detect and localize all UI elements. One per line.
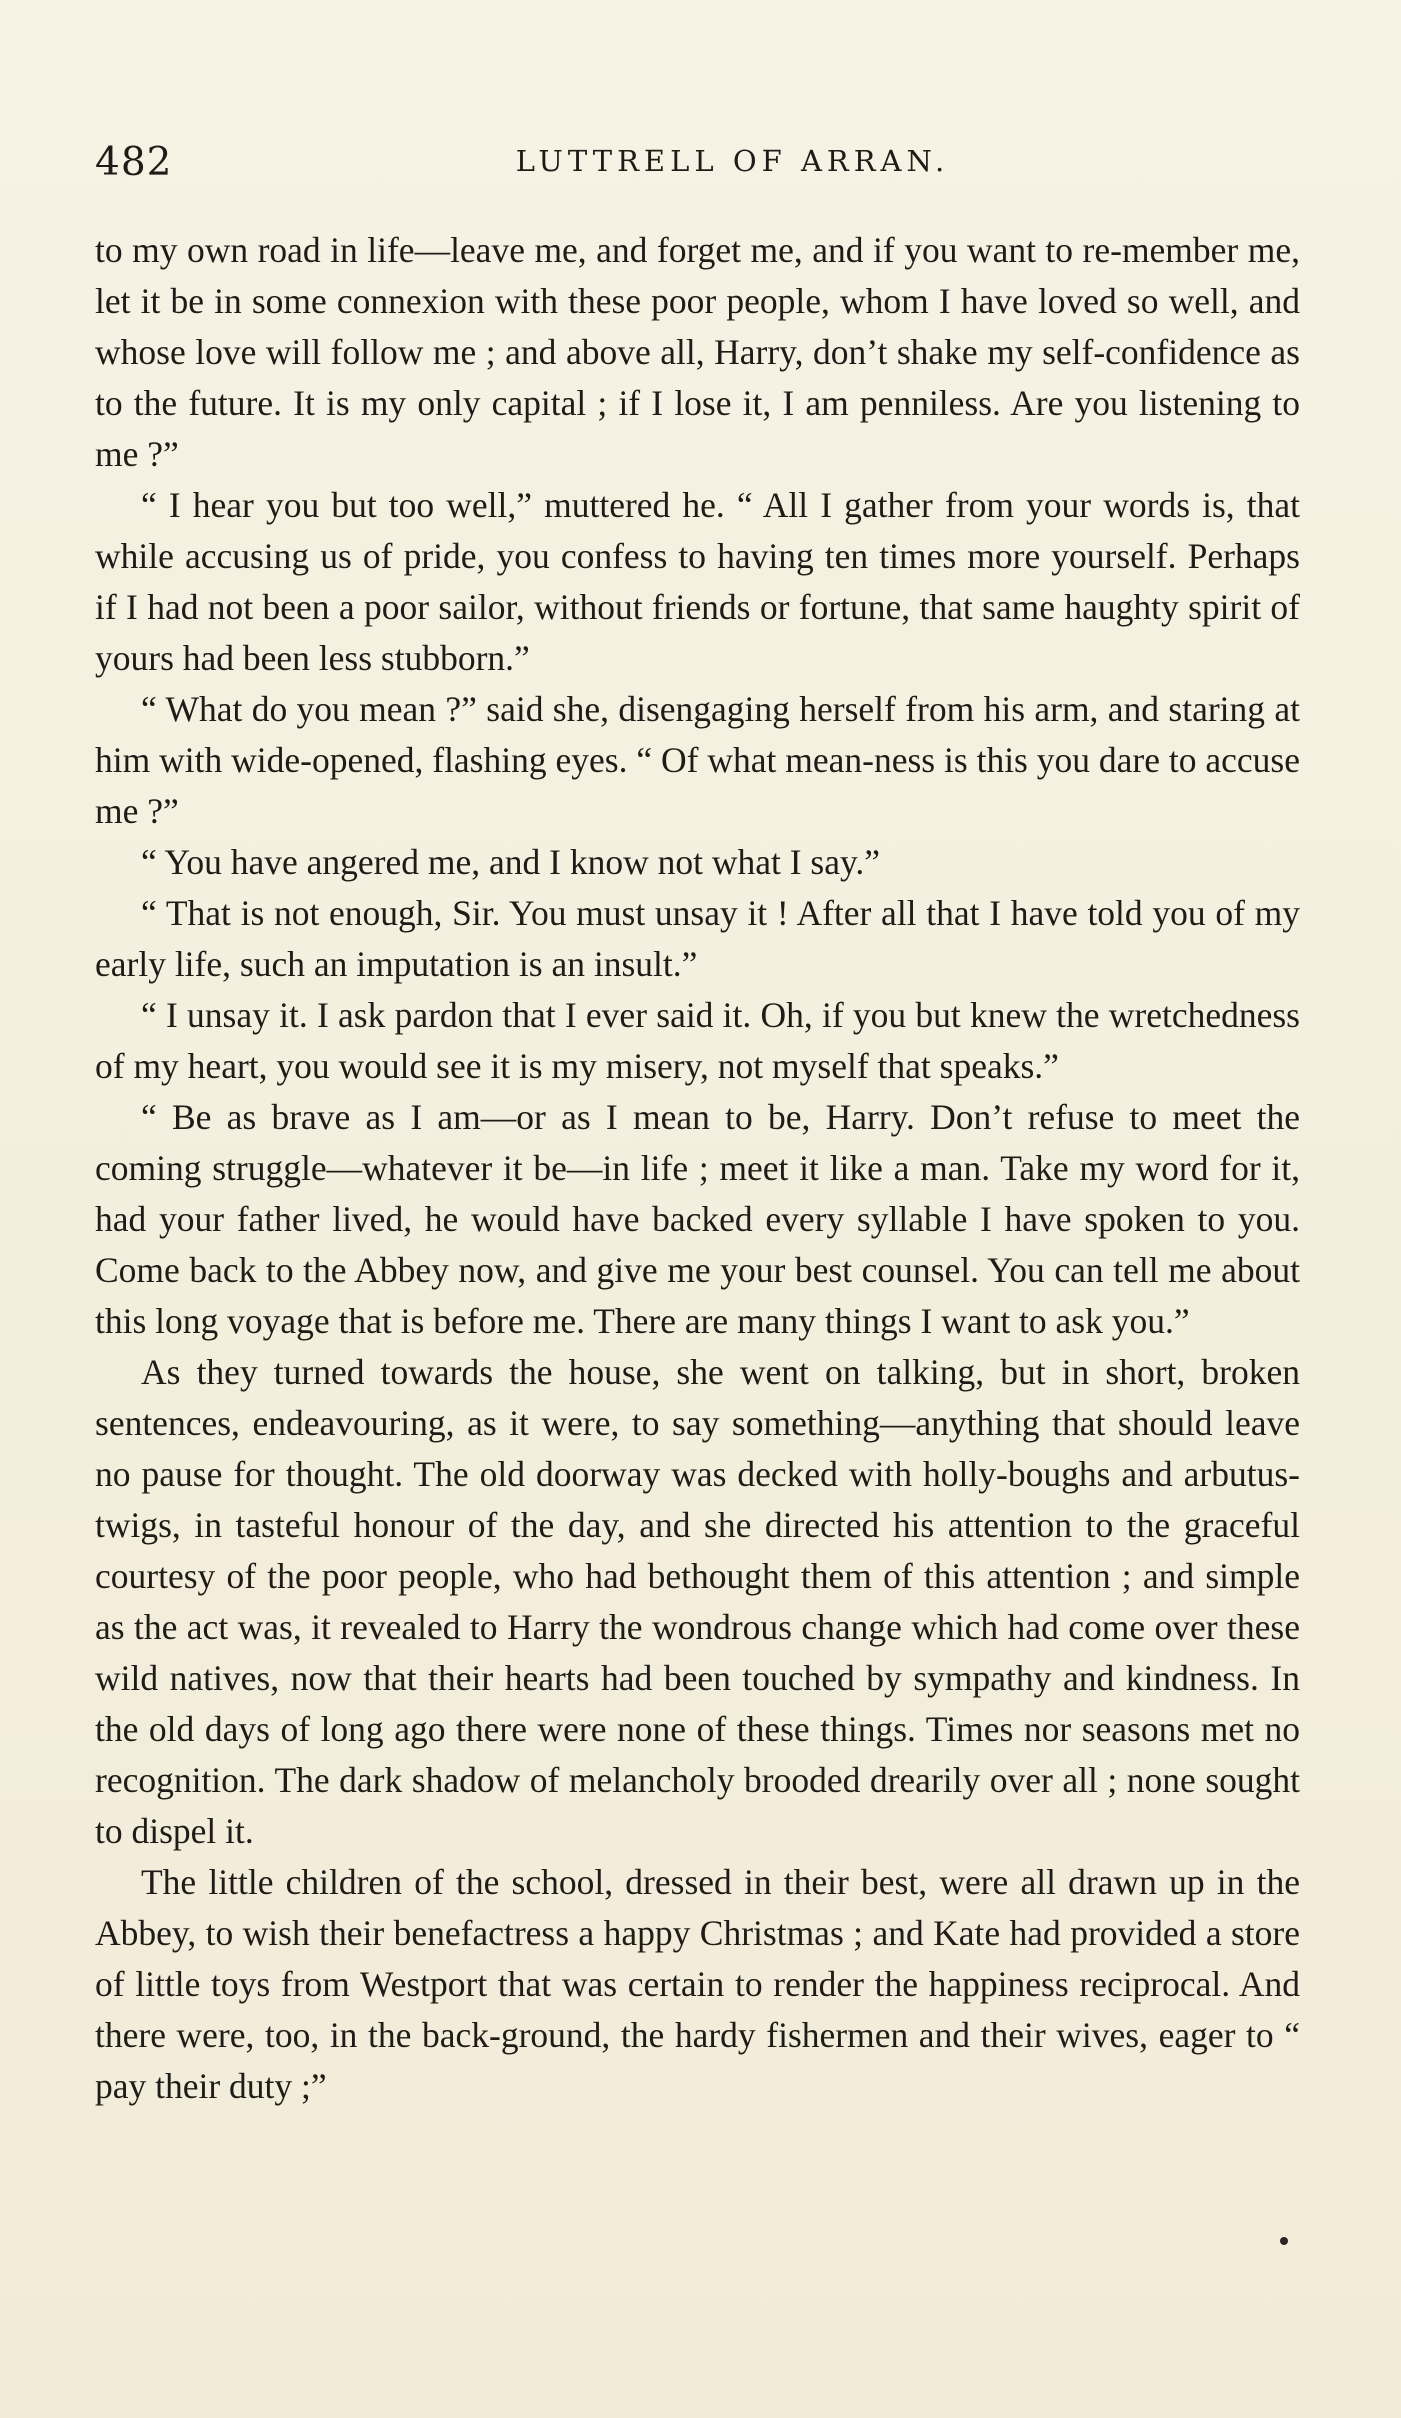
paragraph-1: to my own road in life—leave me, and forget me, and if you want to re-member me, let it be in some connexion with these poor people, whom I have loved so well, and whose love will follow me ; and above all, Harry, don’t shake my self-confidence as to the future. It is my only capital ; if I lose it, I am penniless. Are you listening to me ?” xyxy=(95,230,1300,474)
paragraph-2: “ I hear you but too well,” muttered he. “ All I gather from your words is, that while accusing us of pride, you confess to having ten times more yourself. Perhaps if I had not been a poor sailor, without friends or fortune, that same haughty spirit of yours had been less stubborn.” xyxy=(95,485,1300,678)
page-header xyxy=(95,140,1300,200)
ink-speck xyxy=(1280,2237,1288,2245)
body-text xyxy=(95,225,1300,2305)
running-head-title: LUTTRELL OF ARRAN. xyxy=(515,144,950,178)
paragraph-4: “ You have angered me, and I know not what I say.” xyxy=(141,842,881,882)
paragraph-8: As they turned towards the house, she went on talking, but in short, broken sentences, endeavouring, as it were, to say something—anything that should leave no pause for thought. The old doorway was decked with holly-boughs and arbutus-twigs, in tasteful honour of the day, and she directed his attention to the graceful courtesy of the poor people, who had bethought them of this attention ; and simple as the act was, it revealed to Harry the wondrous change which had come over these wild natives, now that their hearts had been touched by sympathy and kindness. In the old days of long ago there were none of these things. Times nor seasons met no recognition. The dark shadow of melancholy brooded drearily over all ; none sought to dispel it. xyxy=(95,1352,1300,1851)
paragraph-9: The little children of the school, dressed in their best, were all drawn up in the Abbey, to wish their benefactress a happy Christmas ; and Kate had provided a store of little toys from Westport that was certain to render the happiness reciprocal. And there were, too, in the back-ground, the hardy fishermen and their wives, eager to “ pay their duty ;” xyxy=(95,1862,1300,2106)
paragraph-3: “ What do you mean ?” said she, disengaging herself from his arm, and staring at him with wide-opened, flashing eyes. “ Of what mean-ness is this you dare to accuse me ?” xyxy=(95,689,1300,831)
paragraph-5: “ That is not enough, Sir. You must unsay it ! After all that I have told you of my early life, such an imputation is an insult.” xyxy=(95,893,1300,984)
paragraph-6: “ I unsay it. I ask pardon that I ever said it. Oh, if you but knew the wretchedness of my heart, you would see it is my misery, not myself that speaks.” xyxy=(95,995,1300,1086)
page-number: 482 xyxy=(95,140,173,185)
paragraph-7: “ Be as brave as I am—or as I mean to be, Harry. Don’t refuse to meet the coming struggle—whatever it be—in life ; meet it like a man. Take my word for it, had your father lived, he would have backed every syllable I have spoken to you. Come back to the Abbey now, and give me your best counsel. You can tell me about this long voyage that is before me. There are many things I want to ask you.” xyxy=(95,1097,1300,1341)
